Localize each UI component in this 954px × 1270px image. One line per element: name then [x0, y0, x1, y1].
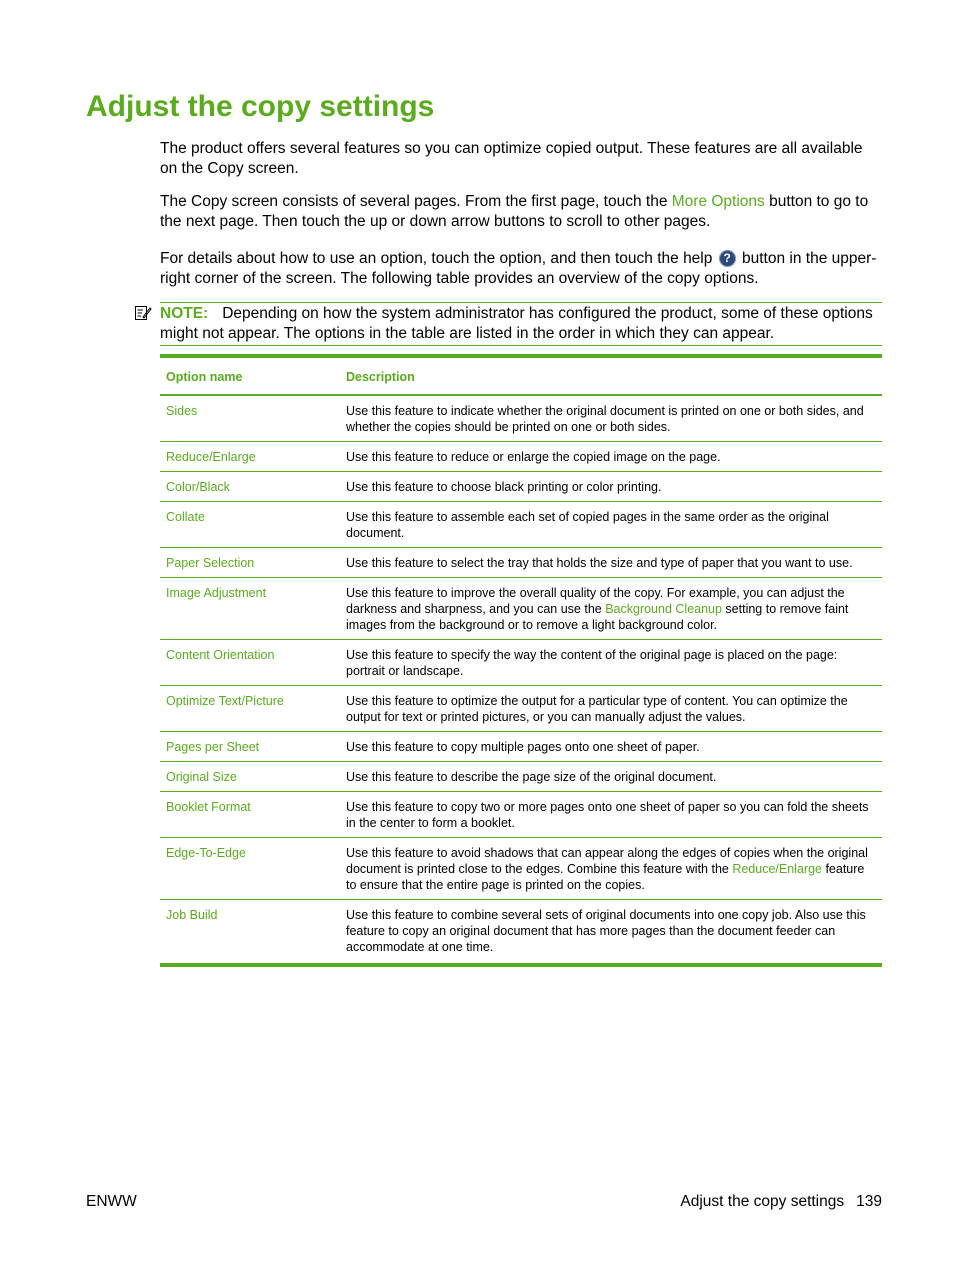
- option-name[interactable]: Image Adjustment: [160, 578, 340, 640]
- option-description: [340, 578, 882, 640]
- option-description: Use this feature to reduce or enlarge the copied image on the page.: [340, 442, 882, 472]
- option-description: Use this feature to select the tray that holds the size and type of paper that you want to use.: [340, 548, 882, 578]
- option-name[interactable]: Paper Selection: [160, 548, 340, 578]
- option-description: Use this feature to copy multiple pages onto one sheet of paper.: [340, 732, 882, 762]
- footer-section-title: Adjust the copy settings: [680, 1193, 845, 1210]
- table-row: [160, 762, 882, 792]
- table-row: [160, 686, 882, 732]
- option-description: [340, 838, 882, 900]
- note-box: [160, 302, 882, 346]
- option-name[interactable]: Collate: [160, 502, 340, 548]
- copy-options-table: [160, 354, 882, 967]
- table-row: [160, 640, 882, 686]
- column-header-description: Description: [340, 356, 882, 395]
- option-name[interactable]: Original Size: [160, 762, 340, 792]
- table-row: [160, 442, 882, 472]
- background-cleanup-link[interactable]: Background Cleanup: [605, 602, 722, 616]
- description-text: Use this feature to improve the overall quality of the copy. For example, you can adjust the darkness and sharpness, and you can use the: [346, 586, 845, 616]
- note-label: NOTE:: [160, 305, 209, 322]
- option-name[interactable]: Reduce/Enlarge: [160, 442, 340, 472]
- option-name[interactable]: Booklet Format: [160, 792, 340, 838]
- more-options-link[interactable]: More Options: [671, 193, 765, 210]
- option-description: Use this feature to copy two or more pages onto one sheet of paper so you can fold the sheets in the center to form a booklet.: [340, 792, 882, 838]
- option-description: Use this feature to specify the way the content of the original page is placed on the page: portrait or landscape.: [340, 640, 882, 686]
- option-name[interactable]: Content Orientation: [160, 640, 340, 686]
- help-paragraph: [160, 249, 882, 289]
- option-description: Use this feature to optimize the output for a particular type of content. You can optimize the output for text or printed pictures, or you can manually adjust the values.: [340, 686, 882, 732]
- description-text: Use this feature to avoid shadows that can appear along the edges of copies when the original document is printed close to the edges. Combine this feature with the: [346, 846, 868, 876]
- option-name[interactable]: Optimize Text/Picture: [160, 686, 340, 732]
- paragraph-text: button in the upper-right corner of the screen. The following table provides an overview of the copy options.: [160, 250, 877, 287]
- paragraph-text: The Copy screen consists of several pages. From the first page, touch the: [160, 193, 672, 210]
- option-name[interactable]: Color/Black: [160, 472, 340, 502]
- page-title: Adjust the copy settings: [86, 90, 435, 123]
- option-name[interactable]: Sides: [160, 395, 340, 442]
- table-row: [160, 502, 882, 548]
- description-text: feature to ensure that the entire page is printed on the copies.: [346, 862, 865, 892]
- table-row: [160, 792, 882, 838]
- note-text: Depending on how the system administrator has configured the product, some of these options might not appear. The options in the table are listed in the order in which they can appear.: [160, 305, 873, 342]
- table-row: [160, 548, 882, 578]
- footer-page-info: [680, 1193, 882, 1211]
- option-description: Use this feature to assemble each set of copied pages in the same order as the original document.: [340, 502, 882, 548]
- table-row: [160, 900, 882, 966]
- footer-label: ENWW: [86, 1193, 137, 1210]
- help-icon: ?: [719, 250, 736, 267]
- column-header-option-name: Option name: [160, 356, 340, 395]
- option-description: Use this feature to describe the page size of the original document.: [340, 762, 882, 792]
- copy-screen-paragraph: [160, 192, 882, 232]
- table-row: [160, 395, 882, 442]
- reduce-enlarge-link[interactable]: Reduce/Enlarge: [732, 862, 822, 876]
- option-name[interactable]: Edge-To-Edge: [160, 838, 340, 900]
- option-description: Use this feature to combine several sets of original documents into one copy job. Also use this feature to copy an original document that has more pages than the document feeder can accommodate at one time.: [346, 908, 866, 954]
- paragraph-text: For details about how to use an option, touch the option, and then touch the help: [160, 250, 717, 267]
- table-row: [160, 472, 882, 502]
- option-name[interactable]: Job Build: [166, 908, 218, 922]
- table-row: [160, 838, 882, 900]
- option-name[interactable]: Pages per Sheet: [160, 732, 340, 762]
- table-header-row: [160, 356, 882, 395]
- note-icon: [134, 304, 152, 322]
- page-number: 139: [856, 1193, 882, 1210]
- description-text: setting to remove faint images from the background or to remove a light background color.: [346, 602, 849, 632]
- option-description: Use this feature to indicate whether the original document is printed on one or both sides, and whether the copies should be printed on one or both sides.: [340, 395, 882, 442]
- paragraph-text: button to go to the next page. Then touch the up or down arrow buttons to scroll to other pages.: [160, 193, 869, 230]
- table-row: [160, 732, 882, 762]
- option-description: Use this feature to choose black printing or color printing.: [340, 472, 882, 502]
- intro-paragraph: The product offers several features so you can optimize copied output. These features are all available on the Copy screen.: [160, 140, 863, 177]
- table-row: [160, 578, 882, 640]
